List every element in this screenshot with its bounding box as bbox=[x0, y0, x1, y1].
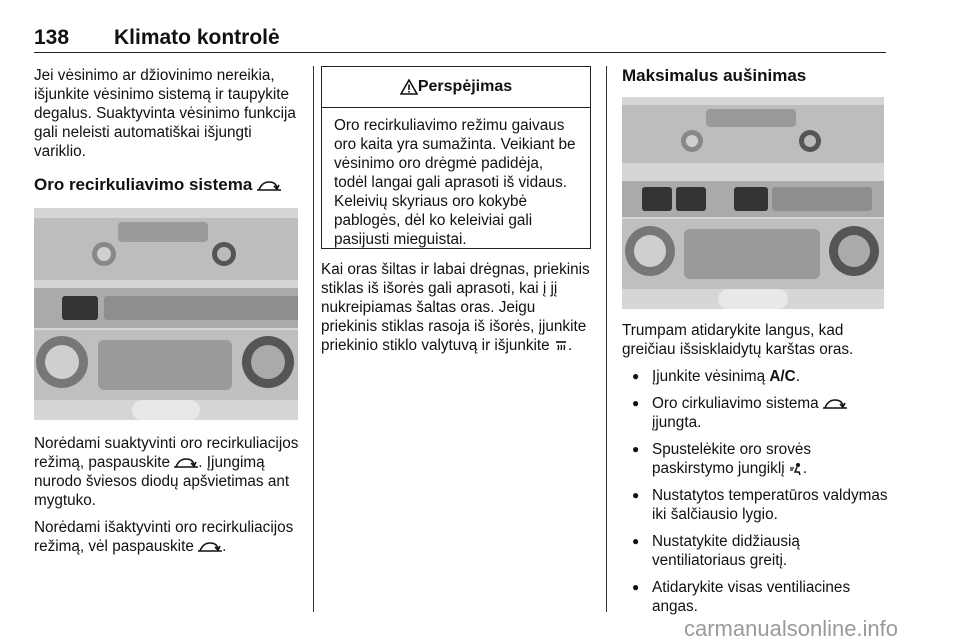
page-number: 138 bbox=[34, 26, 70, 49]
warning-box bbox=[321, 66, 591, 249]
list-item: ● Atidarykite visas ventiliacines angas. bbox=[622, 578, 890, 616]
column-1 bbox=[34, 66, 302, 556]
list-item: ● Nustatykite didžiausią ventiliatoriaus greitį. bbox=[622, 532, 890, 570]
list-item: ● Įjunkite vėsinimą A/C. bbox=[622, 367, 890, 386]
column-divider-2 bbox=[606, 66, 607, 612]
chapter-title: Klimato kontrolė bbox=[114, 26, 280, 49]
warning-header bbox=[322, 67, 590, 108]
recirculation-icon bbox=[174, 457, 198, 469]
air-distribution-icon bbox=[789, 462, 803, 476]
list-item: ● Oro cirkuliavimo sistema įjungta. bbox=[622, 394, 890, 432]
list-item: ● Spustelėkite oro srovės paskirstymo jungiklį . bbox=[622, 440, 890, 478]
windshield-fog-paragraph: Kai oras šiltas ir labai drėgnas, priekinis stiklas iš išorės gali aprasoti, kai į jį nukreipiamas šaltas oras. Jeigu priekinis stiklas rasoja iš išorės, įjunkite priekinio stiklo valytuvą ir išjunkite . bbox=[321, 261, 590, 354]
watermark: carmanualsonline.info bbox=[684, 616, 899, 641]
max-cooling-steps bbox=[622, 367, 890, 616]
recirculation-icon bbox=[823, 398, 847, 410]
intro-paragraph: Jei vėsinimo ar džiovinimo nereikia, išjunkite vėsinimo sistemą ir taupykite degalus. Suaktyvinta vėsinimo funkcija gali neleisti automatiškai išjungti variklio. bbox=[34, 67, 296, 160]
recirculation-icon bbox=[257, 180, 281, 192]
recirculation-icon bbox=[198, 541, 222, 553]
deactivate-recirculation-paragraph: Norėdami išaktyvinti oro recirkuliacijos režimą, vėl paspauskite . bbox=[34, 519, 294, 555]
warning-triangle-icon bbox=[400, 79, 418, 95]
climate-panel-image-max-cooling bbox=[622, 97, 884, 309]
list-item: ● Nustatytos temperatūros valdymas iki šalčiausio lygio. bbox=[622, 486, 890, 524]
column-3 bbox=[622, 66, 890, 624]
column-2 bbox=[321, 260, 593, 355]
max-cooling-heading: Maksimalus aušinimas bbox=[622, 66, 807, 85]
page-header bbox=[34, 26, 886, 53]
recirculation-heading: Oro recirkuliavimo sistema bbox=[34, 175, 302, 194]
warning-text: Oro recirkuliavimo režimu gaivaus oro kaita yra sumažinta. Veikiant be vėsinimo oro drėgmė padidėja, todėl langai gali aprasoti iš vidaus. Keleivių skyriaus oro kokybė pablogės, dėl ko keleiviai gali pasijusti mieguistai. bbox=[334, 117, 576, 248]
max-cooling-intro: Trumpam atidarykite langus, kad greičiau išsisklaidytų karštas oras. bbox=[622, 322, 854, 358]
warning-title: Perspėjimas bbox=[417, 78, 513, 95]
activate-recirculation-paragraph: Norėdami suaktyvinti oro recirkuliacijos režimą, paspauskite . Įjungimą nurodo šviesos diodų apšvietimas ant mygtuko. bbox=[34, 435, 299, 509]
climate-panel-image-recirculation bbox=[34, 208, 298, 420]
windshield-defrost-icon bbox=[554, 339, 568, 353]
column-divider-1 bbox=[313, 66, 314, 612]
